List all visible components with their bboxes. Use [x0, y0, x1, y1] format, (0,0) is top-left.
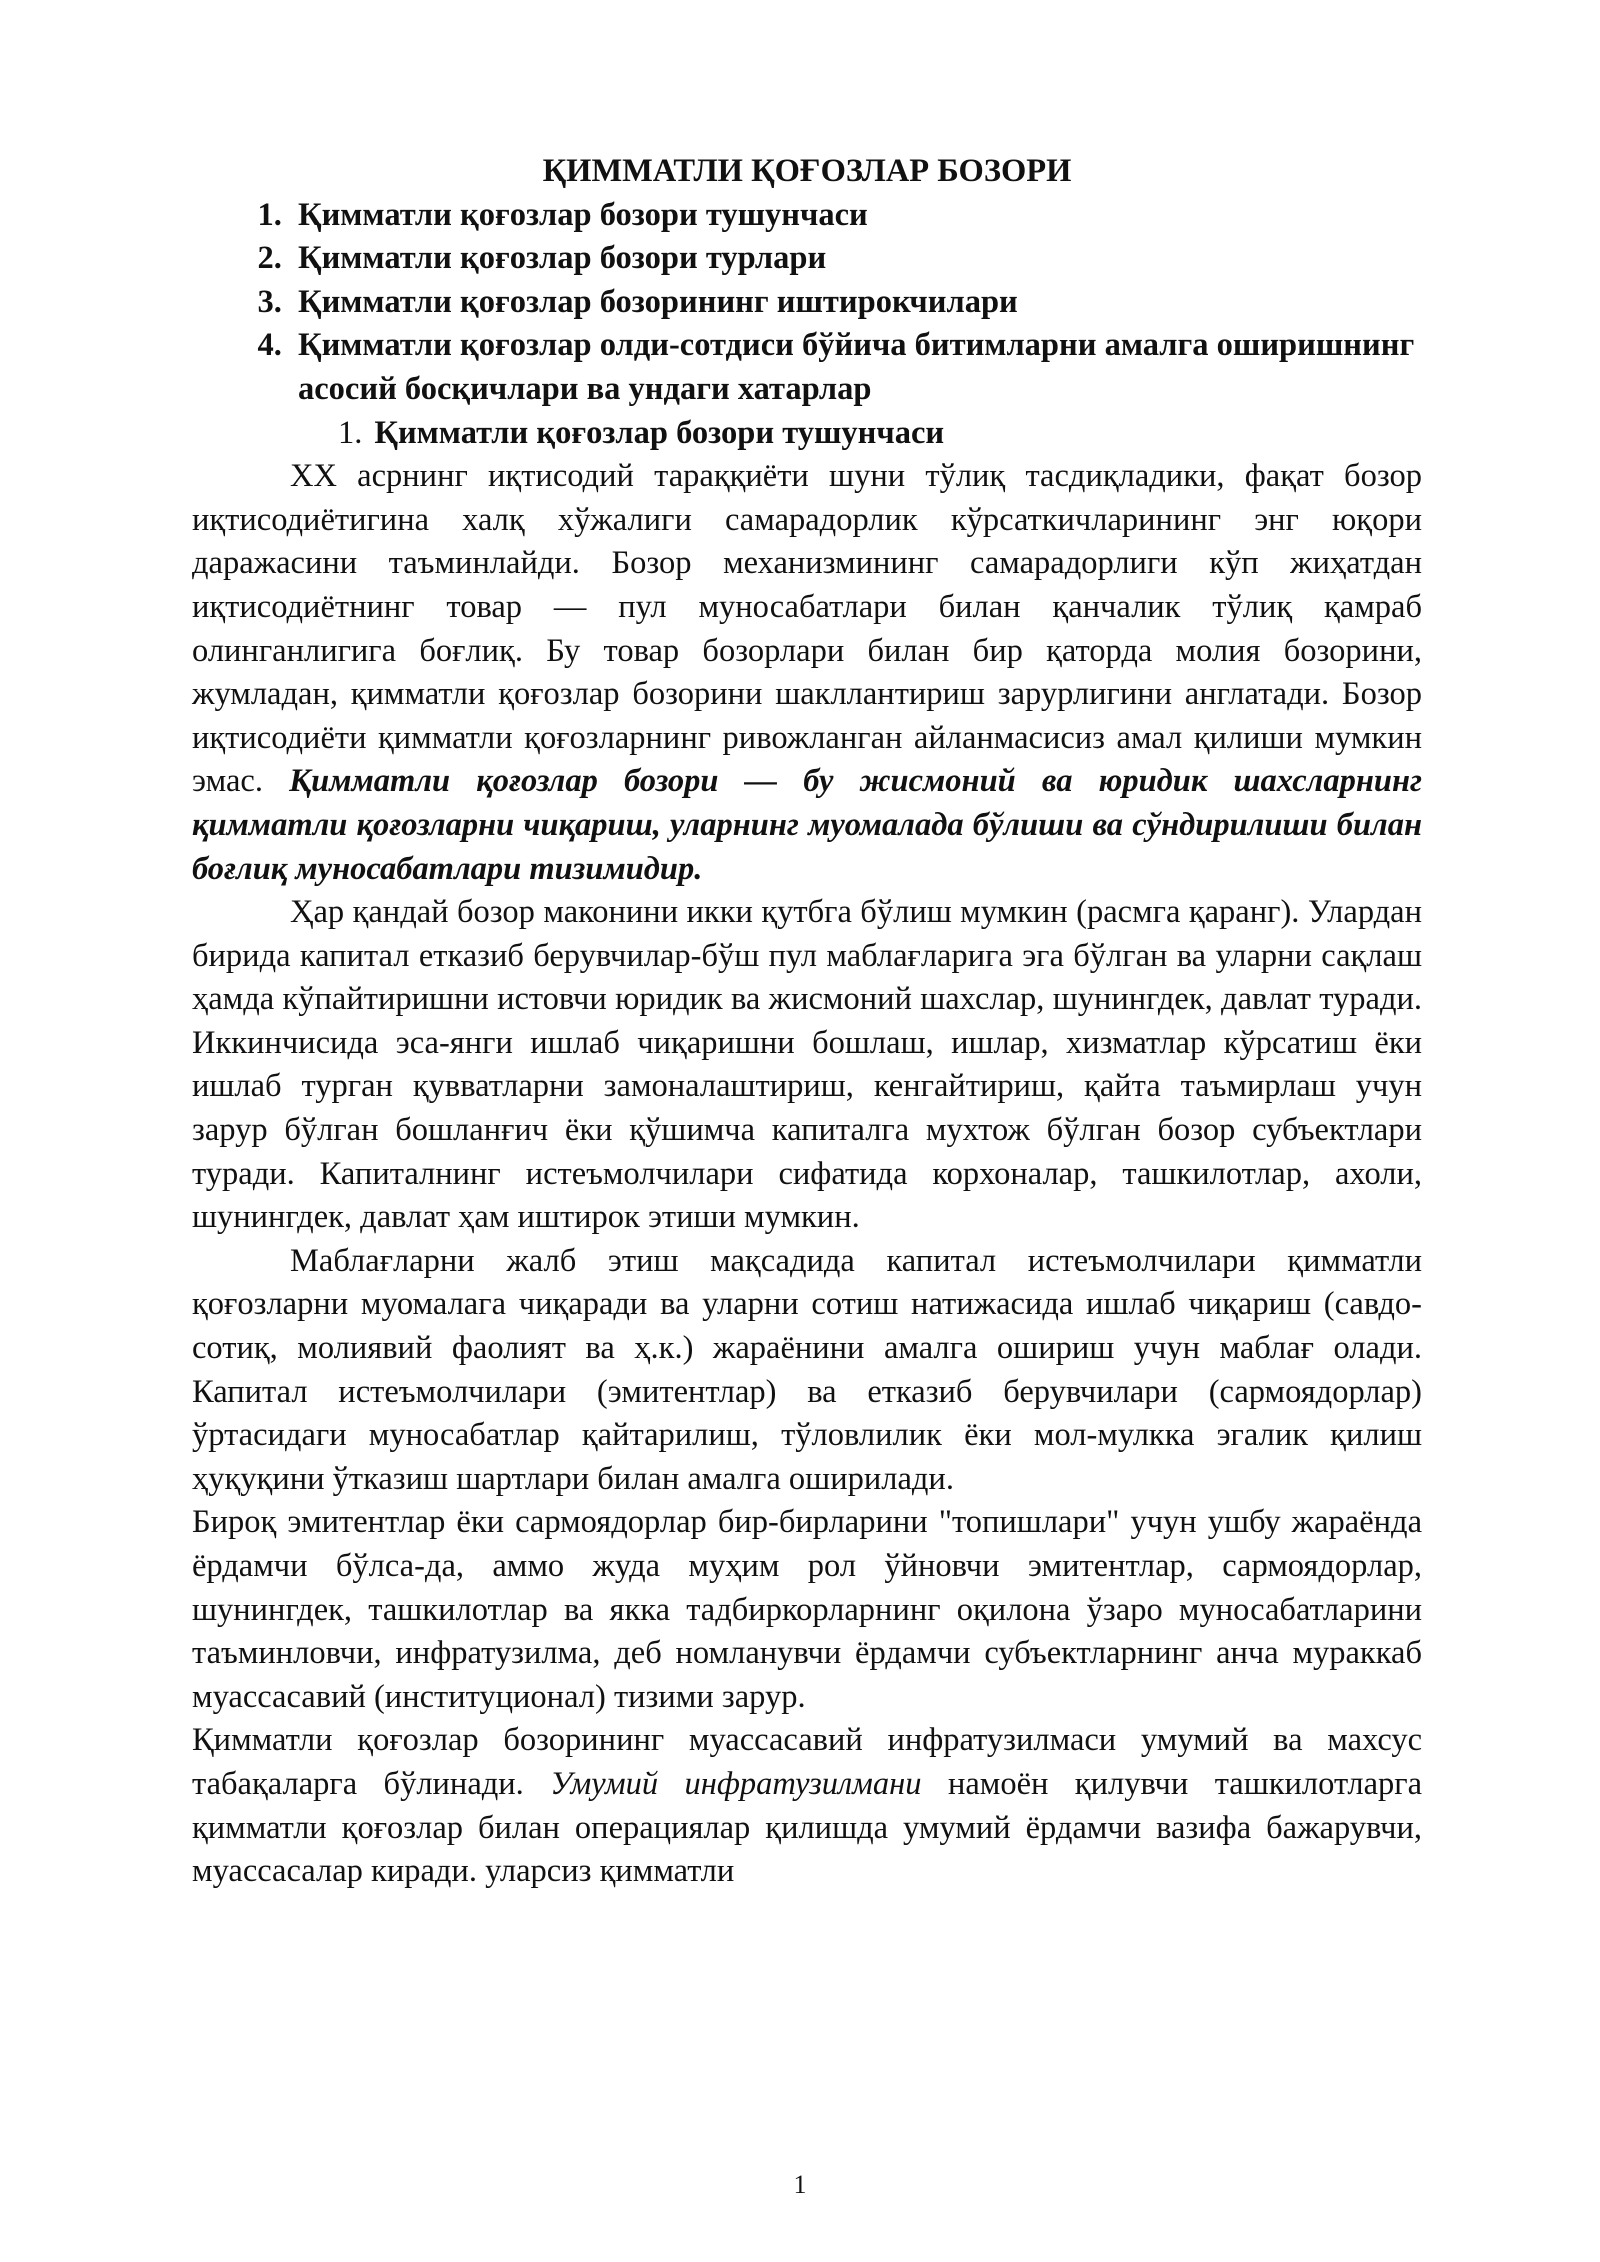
- toc-item-2: 2. Қимматли қоғозлар бозори турлари: [290, 237, 1422, 281]
- paragraph-3: Маблағларни жалб этиш мақсадида капитал истеъмолчилари қимматли қоғозларни муомалага чиқаради ва уларни сотиш натижасида ишлаб чиқариш (савдо-сотиқ, молиявий фаолият ва ҳ.к.) жараёнини амалга ошириш учун маблағ олади. Капитал истеъмолчилари (эмитентлар) ва етказиб берувчилари (сармоядорлар) ўртасидаги муносабатлар қайтарилиш, тўловлилик ёки мол-мулкка эгалик қилиш ҳуқуқини ўтказиш шартлари билан амалга оширилади.: [192, 1242, 1422, 1497]
- paragraph-5-start: Қимматли қоғозлар бозорининг муассасавий инфратузилмаси умумий ва махсус табақаларга бўлинади.: [192, 1722, 1422, 1802]
- section-title: Қимматли қоғозлар бозори тушунчаси: [374, 414, 945, 451]
- toc-item-4: 4. Қимматли қоғозлар олди-сотдиси бўйича битимларни амалга оширишнинг асосий босқичлари ва ундаги хатарлар: [290, 324, 1422, 411]
- paragraph-5-italic: Умумий инфратузилмани: [550, 1765, 922, 1802]
- toc-item-1: 1. Қимматли қоғозлар бозори тушунчаси: [290, 194, 1422, 238]
- definition-text: Қимматли қоғозлар бозори — бу жисмоний ва юридик шахсларнинг қимматли қоғозларни чиқариш, уларнинг муомалада бўлиши ва сўндирилиши билан боғлиқ муносабатлари тизимидир.: [192, 763, 1422, 887]
- paragraph-5-end: намоён қилувчи ташкилотларга қимматли қоғозлар билан операциялар қилишда умумий ёрдамчи вазифа бажарувчи, муассасалар киради. уларсиз қимматли: [192, 1765, 1423, 1890]
- document-page: [192, 150, 1422, 1894]
- paragraph-1: [192, 455, 1422, 891]
- paragraph-5: [192, 1719, 1422, 1893]
- paragraph-1-text: XX асрнинг иқтисодий тараққиёти шуни тўлиқ тасдиқладики, фақат бозор иқтисодиётигина халқ хўжалиги самарадорлик кўрсаткичларининг энг юқори даражасини таъминлайди. Бозор механизмининг самарадорлиги кўп жиҳатдан иқтисодиётнинг товар — пул муносабатлари билан қанчалик тўлиқ қамраб олинганлигига боғлиқ. Бу товар бозорлари билан бир қаторда молия бозорини, жумладан, қимматли қоғозлар бозорини шакллантириш зарурлигини англатади. Бозор иқтисодиёти қимматли қоғозларнинг ривожланган айланмасисиз амал қилиши мумкин эмас.: [192, 458, 1422, 800]
- section-heading: [192, 412, 1422, 456]
- table-of-contents: [192, 194, 1422, 412]
- toc-item-3: 3. Қимматли қоғозлар бозорининг иштирокчилари: [290, 281, 1422, 325]
- paragraph-2: Ҳар қандай бозор маконини икки қутбга бўлиш мумкин (расмга қаранг). Улардан бирида капитал етказиб берувчилар-бўш пул маблағларига эга бўлган ва уларни сақлаш ҳамда кўпайтиришни истовчи юридик ва жисмоний шахслар, шунингдек, давлат туради. Иккинчисида эса-янги ишлаб чиқаришни бошлаш, ишлар, хизматлар кўрсатиш ёки ишлаб турган қувватларни замоналаштириш, кенгайтириш, қайта таъмирлаш учун зарур бўлган бошланғич ёки қўшимча капиталга мухтож бўлган бозор субъектлари туради. Капиталнинг истеъмолчилари сифатида корхоналар, ташкилотлар, ахоли, шунингдек, давлат ҳам иштирок этиши мумкин.: [192, 894, 1422, 1236]
- paragraph-4: Бироқ эмитентлар ёки сармоядорлар бир-бирларини "топишлари" учун ушбу жараёнда ёрдамчи бўлса-да, аммо жуда муҳим рол ўйновчи эмитентлар, сармоядорлар, шунингдек, ташкилотлар ва якка тадбиркорларнинг оқилона ўзаро муносабатларини таъминловчи, инфратузилма, деб номланувчи ёрдамчи субъектларнинг анча мураккаб муассасавий (институционал) тизими зарур.: [192, 1504, 1422, 1715]
- page-number: 1: [793, 2170, 807, 2199]
- section-number: 1.: [338, 414, 363, 451]
- document-title: ҚИММАТЛИ ҚОҒОЗЛАР БОЗОРИ: [542, 153, 1072, 189]
